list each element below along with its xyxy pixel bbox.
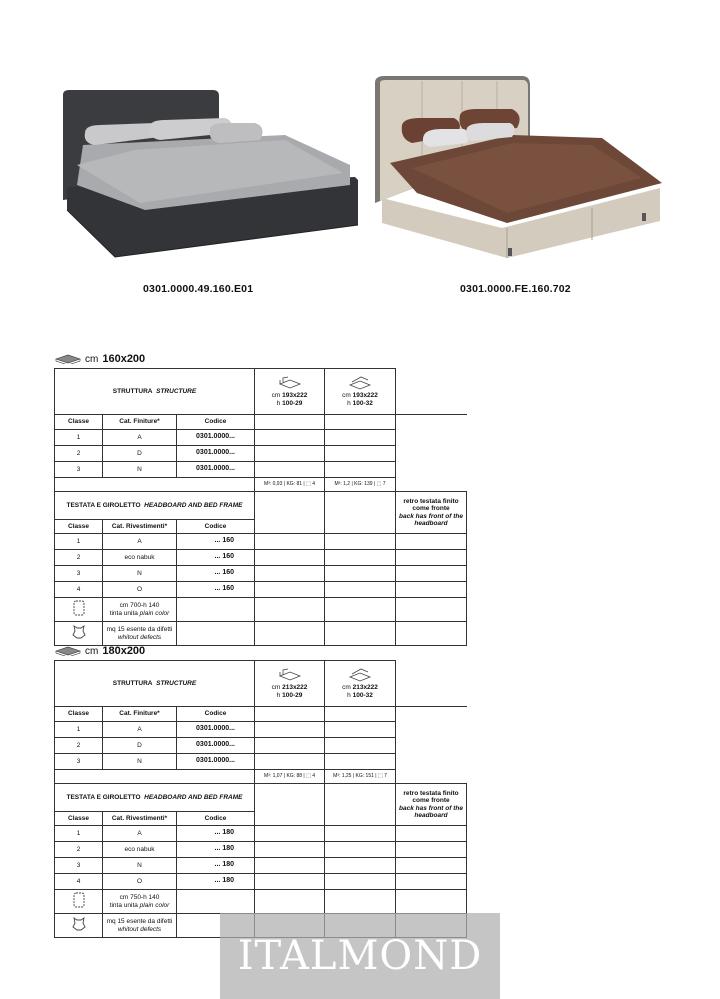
table-row: 2 D 0301.0000... [55, 446, 467, 462]
mattress-icon [55, 646, 81, 656]
size-label: 180x200 [102, 645, 146, 657]
fabric-roll-icon [72, 600, 86, 616]
storage-bed-icon [348, 668, 372, 682]
table-row: 4 O ... 180 [55, 874, 467, 890]
col-classe: Classe [55, 707, 103, 722]
package-icon: ⬚ [377, 772, 383, 779]
table-row: 3 N ... 160 [55, 566, 467, 582]
watermark: ITALMOND [220, 913, 500, 999]
table-row: 2 eco nabuk ... 180 [55, 842, 467, 858]
leather-hide-icon [71, 916, 87, 932]
leather-note: mq 15 esente da difetti whitout defects [103, 622, 177, 646]
storage-bed-icon [348, 376, 372, 390]
col-finiture: Cat. Finiture* [103, 415, 177, 430]
headboard-title: TESTATA E GIROLETTO HEADBOARD AND BED FRAME [55, 492, 255, 520]
fabric-note: cm 700-h 140 tinta unita plain color [103, 598, 177, 622]
col-codice: Codice [177, 707, 255, 722]
dimension-a: cm 213x222 h 100-29 [255, 661, 325, 707]
retro-note: retro testata finito come fronte back has front of the headboard [396, 492, 467, 534]
col-classe: Classe [55, 415, 103, 430]
product-image-beige-bed [372, 73, 664, 263]
structure-title: STRUTTURA STRUCTURE [55, 369, 255, 415]
table-row: 2 eco nabuk ... 160 [55, 550, 467, 566]
package-icon: ⬚ [306, 480, 311, 487]
table-row: 3 N 0301.0000... [55, 462, 467, 478]
table-row: 1 A ... 180 [55, 826, 467, 842]
product-code: 0301.0000.FE.160.702 [460, 283, 571, 295]
table-row: 2 D 0301.0000... [55, 738, 467, 754]
headboard-title: TESTATA E GIROLETTO HEADBOARD AND BED FRAME [55, 784, 255, 812]
size-header [55, 645, 145, 657]
structure-table: STRUTTURA STRUCTURE cm 193x222 h 100-29 cm 193x222 h 100-32 Classe Cat. Finiture* Codice 1 A 0301.0000... 2 D 0301.0000... 3 N 0301.0000... M³: 0,93 | KG: 81 | ⬚ 4 M³: 1,2 | KG: 139 | ⬚ 7 TESTATA E GIROLETTO HEADBOARD AND BED FRAME retro testata finito come fronte back has front of the headboard Classe Cat. Rivestimenti* Codice 1 A ... 160 2 eco nabuk ... 160 3 N ... 160 4 O ... 160 cm 700-h 140 tinta unita plain color mq 15 esente da difetti whitout defects [54, 368, 467, 646]
leather-hide-icon [71, 624, 87, 640]
table-row: 3 N 0301.0000... [55, 754, 467, 770]
packaging-row: M³: 1,07 | KG: 88 | ⬚ 4 M³: 1,25 | KG: 151 | ⬚ 7 [55, 770, 467, 784]
retro-note: retro testata finito come fronte back has front of the headboard [396, 784, 467, 826]
structure-table: STRUTTURA STRUCTURE cm 213x222 h 100-29 cm 213x222 h 100-32 Classe Cat. Finiture* Codice 1 A 0301.0000... 2 D 0301.0000... 3 N 0301.0000... M³: 1,07 | KG: 88 | ⬚ 4 M³: 1,25 | KG: 151 | ⬚ 7 TESTATA E GIROLETTO HEADBOARD AND BED FRAME retro testata finito come fronte back has front of the headboard Classe Cat. Rivestimenti* Codice 1 A ... 180 2 eco nabuk ... 180 3 N ... 180 4 O ... 180 cm 750-h 140 tinta unita plain color mq 15 esente da difetti whitout defects [54, 660, 467, 938]
col-codice: Codice [177, 415, 255, 430]
package-icon: ⬚ [376, 480, 382, 487]
dimension-b: cm 213x222 h 100-32 [325, 661, 396, 707]
table-row: 1 A ... 160 [55, 534, 467, 550]
fabric-note: cm 750-h 140 tinta unita plain color [103, 890, 177, 914]
table-row: 4 O ... 160 [55, 582, 467, 598]
bed-icon [278, 668, 302, 682]
table-row: 1 A 0301.0000... [55, 430, 467, 446]
table-row: 3 N ... 180 [55, 858, 467, 874]
dimension-a: cm 193x222 h 100-29 [255, 369, 325, 415]
size-header [55, 353, 145, 365]
fabric-roll-icon [72, 892, 86, 908]
product-image-dark-bed [55, 85, 360, 260]
size-label: 160x200 [102, 353, 146, 365]
leather-note: mq 15 esente da difetti whitout defects [103, 914, 177, 938]
packaging-row: M³: 0,93 | KG: 81 | ⬚ 4 M³: 1,2 | KG: 139 | ⬚ 7 [55, 478, 467, 492]
col-finiture: Cat. Finiture* [103, 707, 177, 722]
product-code: 0301.0000.49.160.E01 [143, 283, 254, 295]
dimension-b: cm 193x222 h 100-32 [325, 369, 396, 415]
size-prefix: cm [85, 353, 99, 365]
package-icon: ⬚ [306, 772, 311, 779]
table-row: 1 A 0301.0000... [55, 722, 467, 738]
bed-icon [278, 376, 302, 390]
mattress-icon [55, 354, 81, 364]
size-prefix: cm [85, 645, 99, 657]
structure-title: STRUTTURA STRUCTURE [55, 661, 255, 707]
